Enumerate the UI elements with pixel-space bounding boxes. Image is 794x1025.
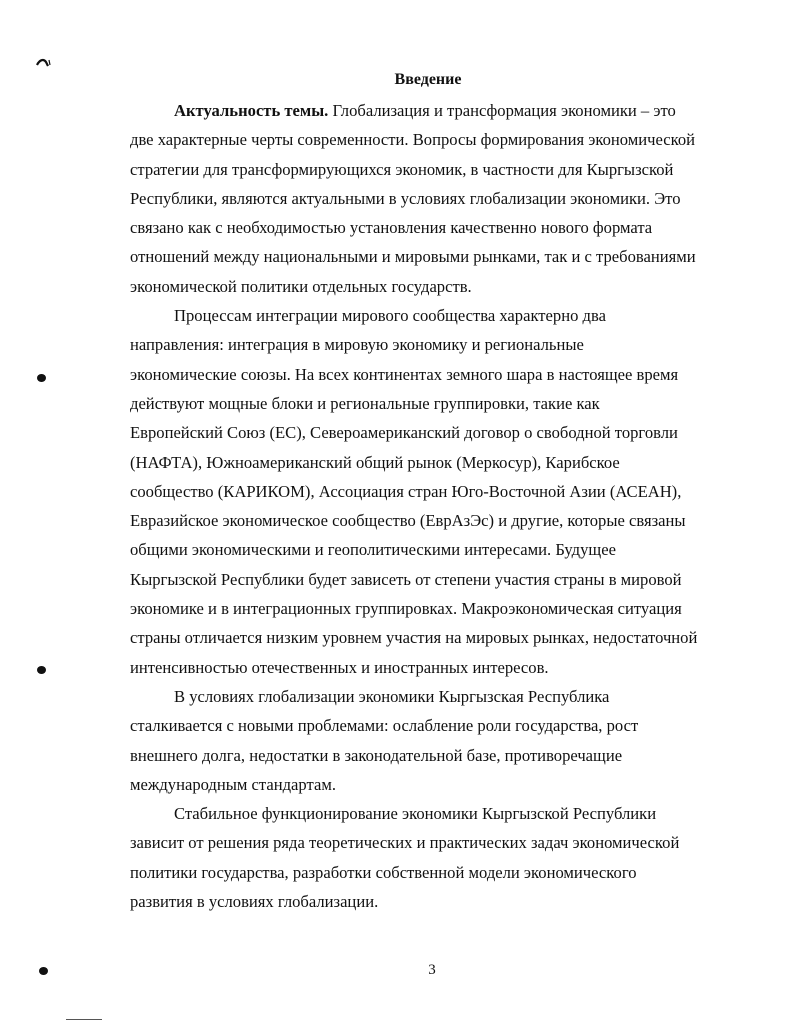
paragraph-line: две характерные черты современности. Вопросы формирования экономической — [130, 130, 695, 150]
punch-hole-icon — [37, 666, 46, 674]
punch-hole-icon — [39, 967, 48, 975]
paragraph-line: Европейский Союз (ЕС), Североамериканский договор о свободной торговли — [130, 423, 678, 443]
paragraph-line: общими экономическими и геополитическими интересами. Будущее — [130, 540, 616, 560]
paragraph-integration — [130, 301, 750, 682]
paragraph-line: интенсивностью отечественных и иностранных интересов. — [130, 657, 549, 677]
paragraph-line: развития в условиях глобализации. — [130, 892, 379, 912]
paragraph-line: (НАФТА), Южноамериканский общий рынок (Меркосур), Карибское — [130, 452, 620, 472]
paragraph-line: Евразийское экономическое сообщество (ЕврАзЭс) и другие, которые связаны — [130, 511, 686, 531]
paragraph-line: страны отличается низким уровнем участия на мировых рынках, недостаточной — [130, 628, 698, 648]
paragraph-line: политики государства, разработки собственной модели экономического — [130, 862, 637, 882]
footer-divider — [66, 1019, 102, 1020]
paragraph-line: Стабильное функционирование экономики Кыргызской Республики — [174, 804, 657, 824]
paragraph-line: экономические союзы. На всех континентах земного шара в настоящее время — [130, 364, 679, 384]
page-title: Введение — [394, 71, 462, 88]
paragraph-line: Кыргызской Республики будет зависеть от степени участия страны в мировой — [130, 569, 682, 589]
punch-hole-icon — [37, 374, 46, 382]
paragraph-line: сообщество (КАРИКОМ), Ассоциация стран Юго-Восточной Азии (АСЕАН), — [130, 481, 682, 501]
paragraph-line: зависит от решения ряда теоретических и практических задач экономической — [130, 833, 680, 853]
paragraph-line: связано как с необходимостью установления качественно нового формата — [130, 218, 653, 238]
paragraph-line: экономике и в интеграционных группировках. Макроэкономическая ситуация — [130, 599, 682, 619]
paragraph-line: стратегии для трансформирующихся экономик, в частности для Кыргызской — [130, 159, 674, 179]
paragraph-line — [130, 96, 750, 125]
paragraph-line: направления: интеграция в мировую экономику и региональные — [130, 335, 584, 355]
paragraph-line: сталкивается с новыми проблемами: ослабление роли государства, рост — [130, 716, 639, 736]
paragraph-line: действуют мощные блоки и региональные группировки, такие как — [130, 393, 600, 413]
paragraph-line: В условиях глобализации экономики Кыргызская Республика — [174, 686, 610, 706]
paragraph-stability — [130, 799, 750, 916]
paragraph-problems — [130, 682, 750, 799]
paragraph-line: экономической политики отдельных государств. — [130, 276, 472, 296]
lead-phrase: Актуальность темы. — [174, 101, 329, 120]
paragraph-line: Республики, являются актуальными в условиях глобализации экономики. Это — [130, 188, 681, 208]
page-number: 3 — [428, 962, 436, 978]
paragraph-line: Процессам интеграции мирового сообщества характерно два — [174, 306, 606, 326]
paragraph-relevance — [130, 96, 750, 301]
paragraph-line: отношений между национальными и мировыми рынками, так и с требованиями — [130, 247, 696, 267]
paragraph-line: международным стандартам. — [130, 774, 336, 794]
line-text: Глобализация и трансформация экономики – это — [328, 101, 676, 120]
paragraph-line: внешнего долга, недостатки в законодательной базе, противоречащие — [130, 745, 623, 765]
document-body — [130, 96, 750, 916]
